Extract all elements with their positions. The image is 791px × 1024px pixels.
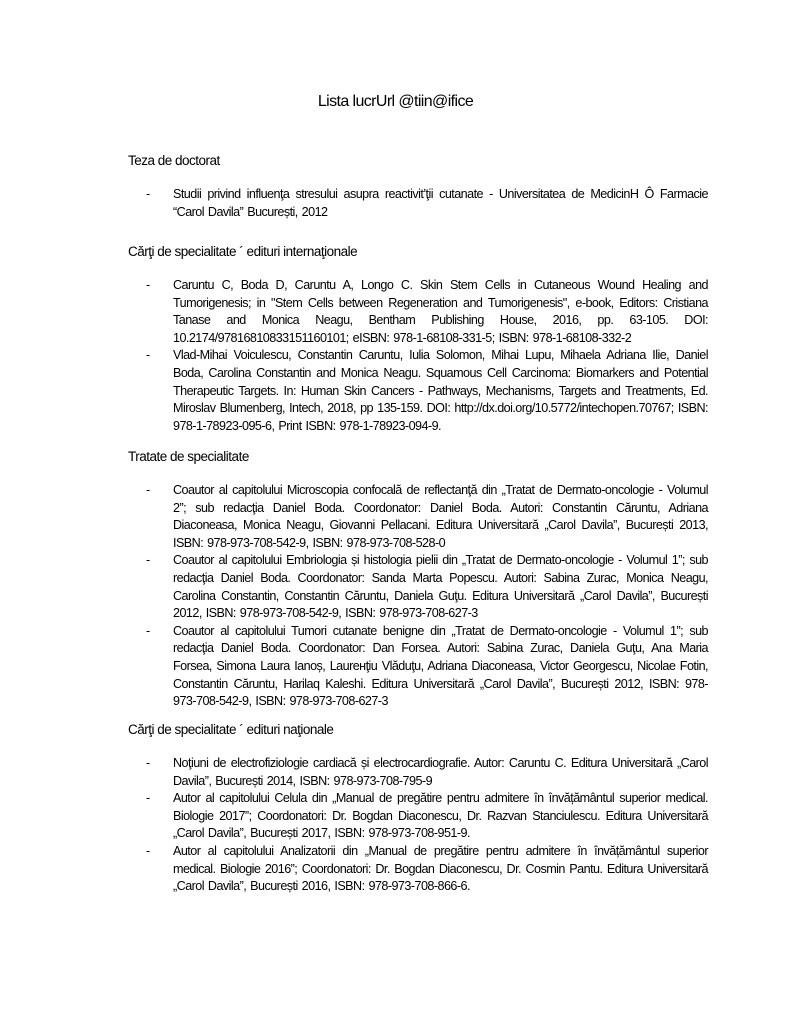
dash-bullet: - [146, 187, 150, 201]
list-item [128, 186, 708, 221]
section-heading: Teza de doctorat [128, 153, 220, 168]
section-heading: Tratate de specialitate [128, 449, 249, 464]
dash-bullet: - [146, 843, 150, 858]
item-text: Caruntu C, Boda D, Caruntu A, Longo C. Skin Stem Cells in Cutaneous Wound Healing and Tumorigenesis; in "Stem Cells between Regeneration and Tumorigenesis", e-book, Editors: Cristiana Tanase and Monica Neagu, Bentham Publishing House, 2016, pp. 63-105. DOI: 10.2174/97816810833151160101; eISBN: 978-1-68108-331-5; ISBN: 978-1-68108-332-2 [173, 278, 708, 345]
dash-bullet: - [146, 278, 150, 292]
dash-bullet: - [146, 348, 150, 363]
dash-bullet: - [146, 553, 150, 568]
item-text: Autor al capitolului Celula din „Manual de pregătire pentru admitere în învățământul superior medical. Biologie 2017”; Coordonatori: Dr. Bogdan Diaconescu, Dr. Razvan Stanciulescu. Editura Universitară „Carol Davila”, București 2017, ISBN: 978-973-708-951-9. [173, 791, 708, 841]
list-item [128, 843, 708, 896]
dash-bullet: - [146, 483, 150, 497]
section-heading: Cărţi de specialitate ´ edituri naţionale [128, 722, 334, 737]
dash-bullet: - [146, 623, 150, 638]
list-item [128, 790, 708, 843]
section-doctoral-thesis [128, 152, 708, 221]
item-text: Vlad-Mihai Voiculescu, Constantin Caruntu, Iulia Solomon, Mihai Lupu, Mihaela Adriana Ilie, Daniel Boda, Carolina Constantin and Monica Neagu. Squamous Cell Carcinoma: Biomarkers and Potential Therapeutic Targets. In: Human Skin Cancers - Pathways, Mechanisms, Targets and Treatments, Ed. Miroslav Blumenberg, Intech, 2018, pp 135-159. DOI: http://dx.doi.org/10.5772/intechopen.70767; ISBN: 978-1-78923-095-6, Print ISBN: 978-1-78923-094-9. [173, 348, 708, 433]
list-item [128, 277, 708, 347]
section-national-books [128, 721, 708, 896]
list-item [128, 482, 708, 552]
item-text: Autor al capitolului Analizatorii din „Manual de pregătire pentru admitere în învățământul superior medical. Biologie 2016”; Coordonatori: Dr. Bogdan Diaconescu, Dr. Cosmin Pantu. Editura Universitară „Carol Davila”, București 2016, ISBN: 978-973-708-866-6. [173, 843, 708, 894]
section-international-books [128, 243, 708, 435]
item-list [128, 186, 708, 221]
item-text: Coautor al capitolului Microscopia confocală de reflectanţă din „Tratat de Dermato-oncologie - Volumul 2”; sub redacţia Daniel Boda. Coordonator: Daniel Boda. Autori: Constantin Căruntu, Adriana Diaconeasa, Monica Neagu, Giovanni Pellacani. Editura Universitară „Carol Davila”, București 2013, ISBN: 978-973-708-542-9, ISBN: 978-973-708-528-0 [173, 483, 708, 550]
list-item [128, 552, 708, 622]
item-list [128, 482, 708, 711]
list-item [128, 347, 708, 435]
item-text: Studii privind influenţa stresului asupra reactivit’ţii cutanate - Universitatea de MedicinH Ô Farmacie “Carol Davila” București, 2012 [173, 187, 708, 219]
section-treatises [128, 448, 708, 711]
dash-bullet: - [146, 791, 150, 806]
item-list [128, 755, 708, 896]
item-list [128, 277, 708, 435]
dash-bullet: - [146, 756, 150, 770]
list-item [128, 755, 708, 790]
item-text: Coautor al capitolului Tumori cutanate benigne din „Tratat de Dermato-oncologie - Volumul 1”; sub redacţia Daniel Boda. Coordonator: Dan Forsea. Autori: Sabina Zurac, Daniela Guţu, Ana Maria Forsea, Simona Laura Ianoș, Laurенţiu Vlăduţu, Adriana Diaconeasa, Victor Georgescu, Nicolae Fotin, Constantin Căruntu, Harilaq Kaleshi. Editura Universitară „Carol Davila”, București 2012, ISBN: 978-973-708-542-9, ISBN: 978-973-708-627-3 [173, 623, 708, 709]
page-title: Lista lucrUrl @tiin@ifice [317, 93, 474, 110]
list-item [128, 623, 708, 711]
item-text: Noţiuni de electrofiziologie cardiacă și electrocardiografie. Autor: Caruntu C. Editura Universitară „Carol Davila”, București 2014, ISBN: 978-973-708-795-9 [173, 756, 708, 788]
item-text: Coautor al capitolului Embriologia și histologia pielii din „Tratat de Dermato-oncologie - Volumul 1”; sub redacţia Daniel Boda. Coordonator: Sanda Marta Popescu. Autori: Sabina Zurac, Monica Neagu, Carolina Constantin, Constantin Căruntu, Daniela Guţu. Editura Universitară „Carol Davila”, București 2012, ISBN: 978-973-708-542-9, ISBN: 978-973-708-627-3 [173, 553, 708, 621]
section-heading: Cărţi de specialitate ´ edituri internaţionale [128, 244, 358, 259]
